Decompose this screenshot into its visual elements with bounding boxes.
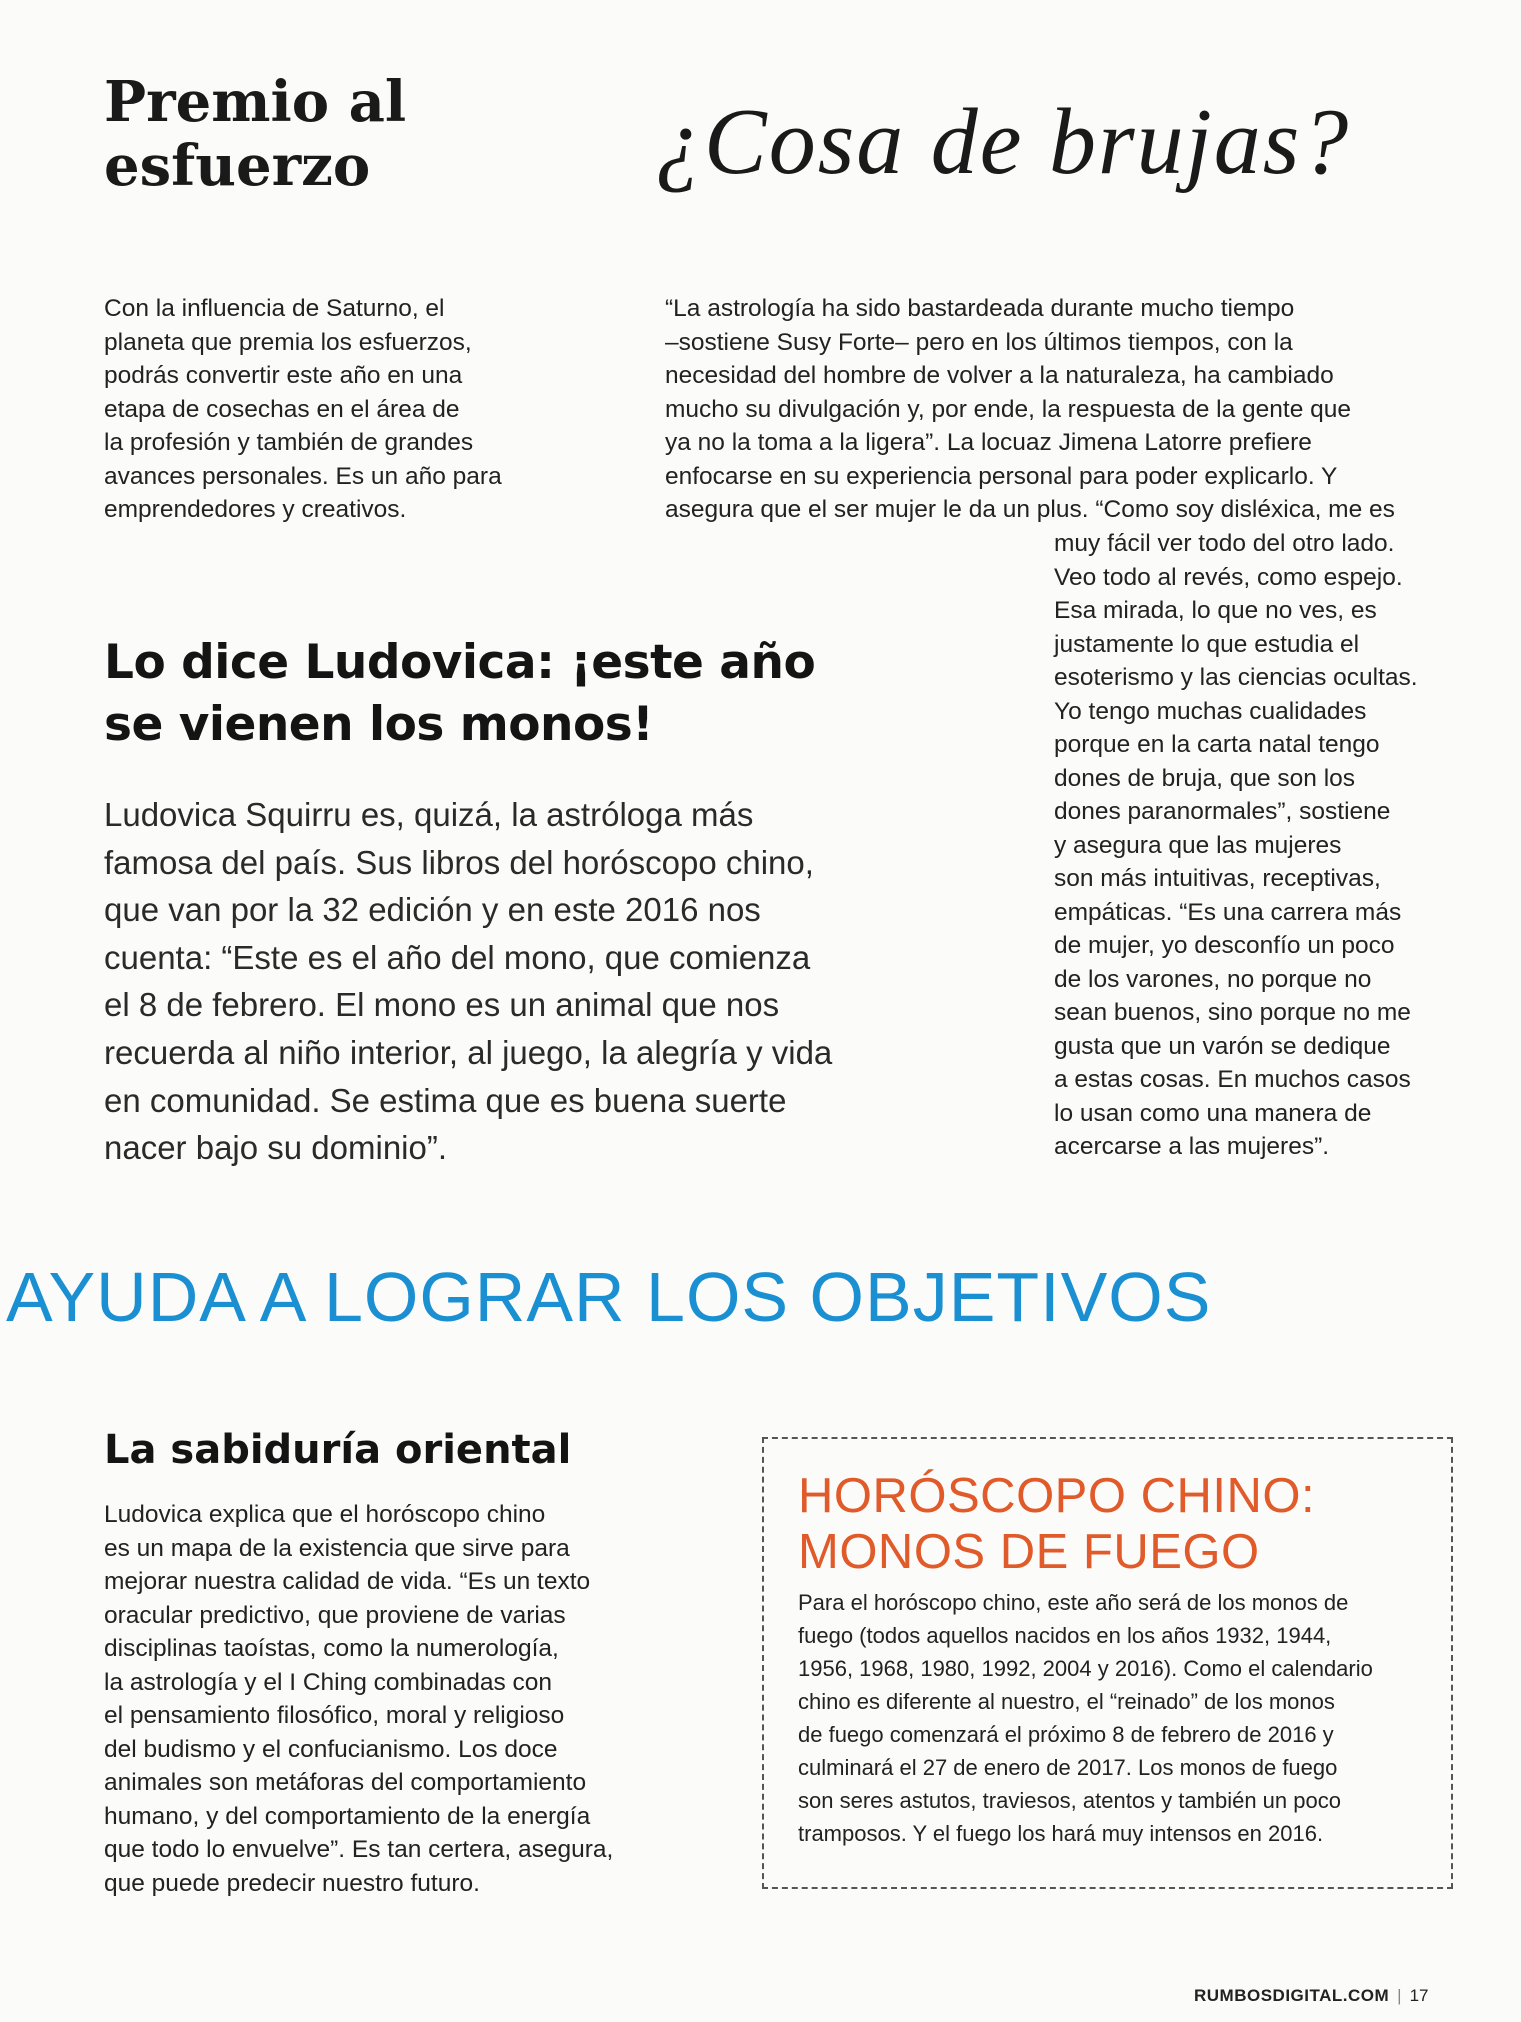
page-number: 17 <box>1409 1986 1429 2005</box>
sabiduria-body: Ludovica explica que el horóscopo chino es un mapa de la existencia que sirve para mejorar nuestra calidad de vida. “Es un texto oracular predictivo, que proviene de varias disciplinas taoístas, como la numerología, la astrología y el I Ching combinadas con el pensamiento filosófico, moral y religioso del budismo y el confucianismo. Los doce animales son metáforas del comportamiento humano, y del comportamiento de la energía que todo lo envuelve”. Es tan certera, asegura, que puede predecir nuestro futuro. <box>104 1501 614 1897</box>
horoscopo-box-body: Para el horóscopo chino, este año será de los monos de fuego (todos aquellos nacidos en los años 1932, 1944, 1956, 1968, 1980, 1992, 2004 y 2016). Como el calendario chino es diferente al nuestro, el “reinado” de los monos de fuego comenzará el próximo 8 de febrero de 2016 y culminará el 27 de enero de 2017. Los monos de fuego son seres astutos, traviesos, atentos y también un poco tramposos. Y el fuego los hará muy intensos en 2016. <box>798 1590 1373 1846</box>
footer-site: RUMBOSDIGITAL.COM <box>1194 1986 1390 2005</box>
horoscopo-box <box>762 1437 1453 1889</box>
brujas-title: ¿Cosa de brujas? <box>655 90 1351 194</box>
premio-body: Con la influencia de Saturno, el planeta que premia los esfuerzos, podrás convertir este año en una etapa de cosechas en el área de la profesión y también de grandes avances personales. Es un año para emprendedores y creativos. <box>104 295 502 523</box>
sabiduria-title: La sabiduría oriental <box>104 1427 572 1473</box>
footer-separator: | <box>1397 1986 1402 2005</box>
premio-title: Premio al esfuerzo <box>104 69 407 199</box>
brujas-body-column: muy fácil ver todo del otro lado. Veo todo al revés, como espejo. Esa mirada, lo que no ves, es justamente lo que estudia el esoterismo y las ciencias ocultas. Yo tengo muchas cualidades porque en la carta natal tengo dones de bruja, que son los dones paranormales”, sostiene y asegura que las mujeres son más intuitivas, receptivas, empáticas. “Es una carrera más de mujer, yo desconfío un poco de los varones, no porque no sean buenos, sino porque no me gusta que un varón se dedique a estas cosas. En muchos casos lo usan como una manera de acercarse a las mujeres”. <box>1054 530 1418 1160</box>
section-banner: AYUDA A LOGRAR LOS OBJETIVOS <box>6 1258 1212 1336</box>
page-footer <box>1194 1986 1429 2006</box>
ludovica-body: Ludovica Squirru es, quizá, la astróloga más famosa del país. Sus libros del horóscopo chino, que van por la 32 edición y en este 2016 nos cuenta: “Este es el año del mono, que comienza el 8 de febrero. El mono es un animal que nos recuerda al niño interior, al juego, la alegría y vida en comunidad. Se estima que es buena suerte nacer bajo su dominio”. <box>104 796 833 1167</box>
ludovica-title: Lo dice Ludovica: ¡este año se vienen los monos! <box>104 635 816 752</box>
brujas-body-top: “La astrología ha sido bastardeada durante mucho tiempo –sostiene Susy Forte– pero en los últimos tiempos, con la necesidad del hombre de volver a la naturaleza, ha cambiado mucho su divulgación y, por ende, la respuesta de la gente que ya no la toma a la ligera”. La locuaz Jimena Latorre prefiere enfocarse en su experiencia personal para poder explicarlo. Y asegura que el ser mujer le da un plus. “Como soy disléxica, me es <box>665 295 1395 523</box>
horoscopo-box-title: HORÓSCOPO CHINO: MONOS DE FUEGO <box>798 1469 1316 1579</box>
